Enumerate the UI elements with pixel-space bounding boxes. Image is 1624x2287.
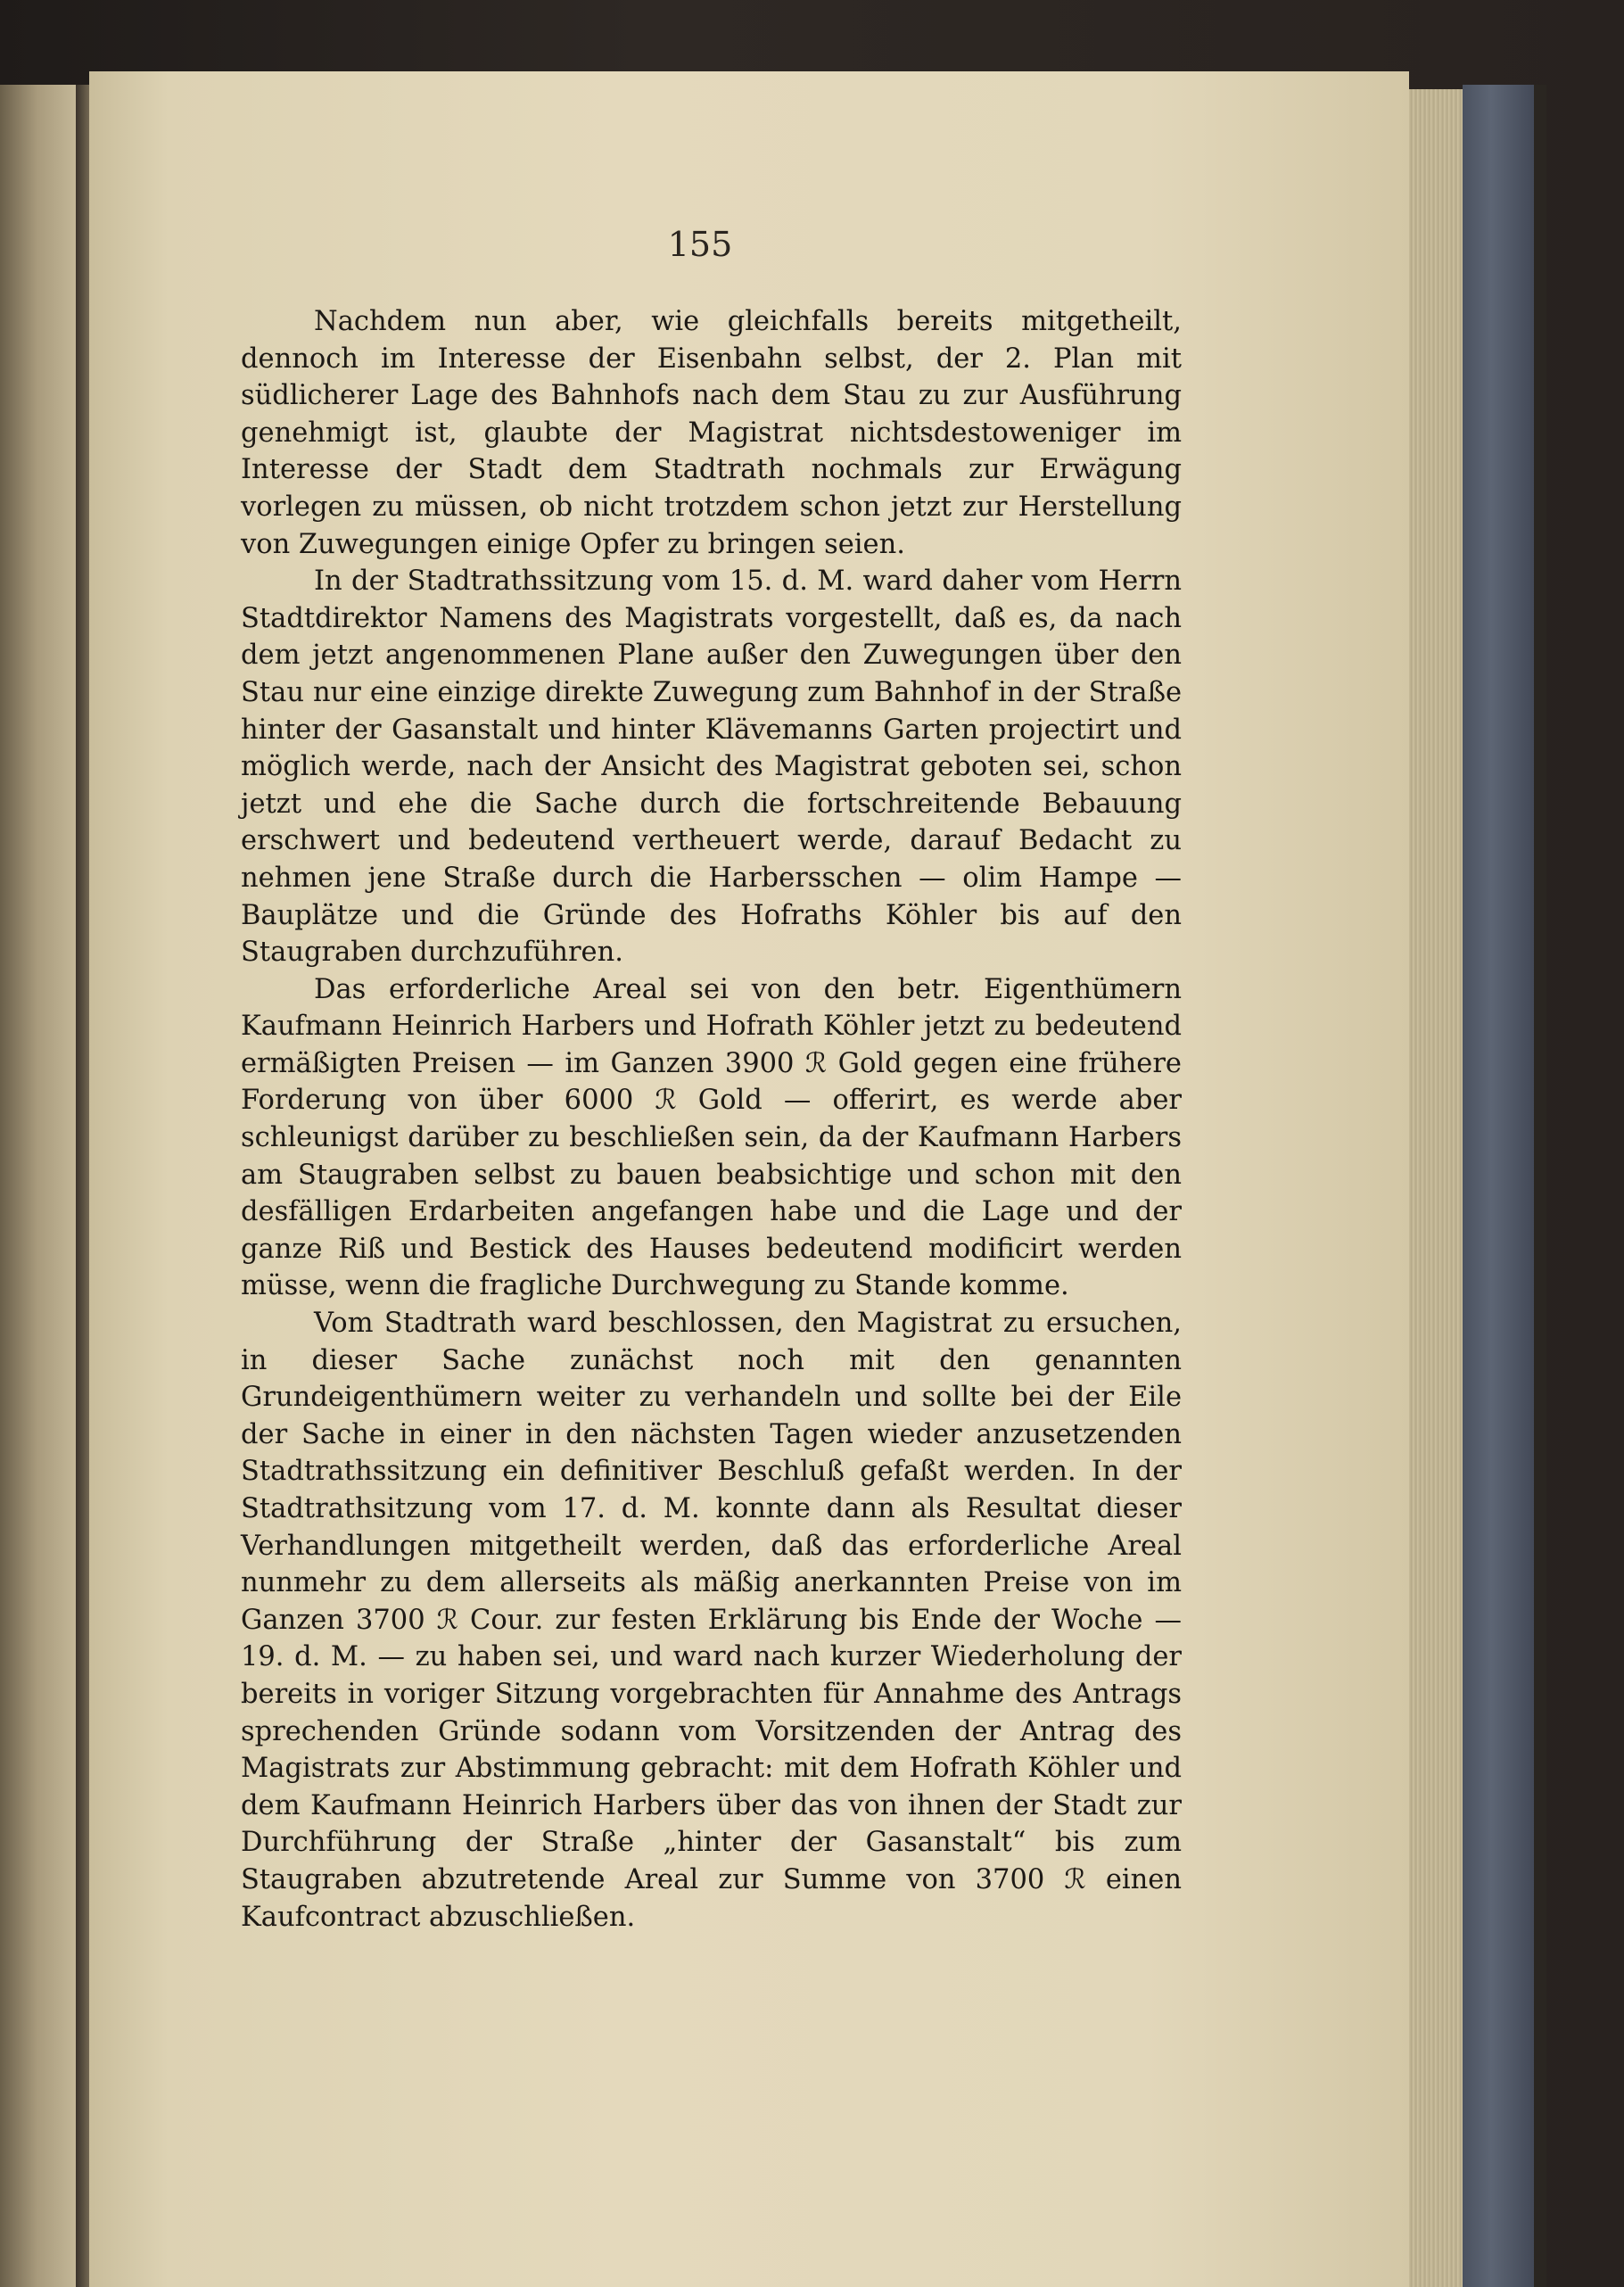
paragraph: Nachdem nun aber, wie gleichfalls bereits mitgetheilt, dennoch im Interesse der Eisenbahn selbst, der 2. Plan mit südlicherer Lage des Bahnhofs nach dem Stau zu zur Ausführung genehmigt ist, glaubte der Magistrat nichtsdestoweniger im Interesse der Stadt dem Stadtrath nochmals zur Erwägung vorlegen zu müssen, ob nicht trotzdem schon jetzt zur Herstellung von Zuwegungen einige Opfer zu bringen seien. [241, 306, 1182, 560]
book-cover [1463, 85, 1534, 2287]
cover-edge [1534, 85, 1546, 2287]
page-body [241, 303, 1182, 1936]
facing-page-edge [0, 85, 82, 2287]
page-edges [1409, 89, 1463, 2287]
paragraph: Vom Stadtrath ward beschlossen, den Magistrat zu ersuchen, in dieser Sache zunächst noch mit den genannten Grundeigenthümern weiter zu verhandeln und sollte bei der Eile der Sache in einer in den nächsten Tagen wieder anzusetzenden Stadtrathssitzung ein definitiver Beschluß gefaßt werden. In der Stadtrathsitzung vom 17. d. M. konnte dann als Resultat dieser Verhandlungen mitgetheilt werden, daß das erforderliche Areal nunmehr zu dem allerseits als mäßig anerkannten Preise von im Ganzen 3700 ℛ Cour. zur festen Erklärung bis Ende der Woche — 19. d. M. — zu haben sei, und ward nach kurzer Wiederholung der bereits in voriger Sitzung vorgebrachten für Annahme des Antrags sprechenden Gründe sodann vom Vorsitzenden der Antrag des Magistrats zur Abstimmung gebracht: mit dem Hofrath Köhler und dem Kaufmann Heinrich Harbers über das von ihnen der Stadt zur Durchführung der Straße „hinter der Gasanstalt“ bis zum Staugraben abzutretende Areal zur Summe von 3700 ℛ einen Kaufcontract abzuschließen. [241, 1308, 1182, 1933]
page-number: 155 [667, 225, 733, 264]
paragraph: In der Stadtrathssitzung vom 15. d. M. ward daher vom Herrn Stadtdirektor Namens des Magistrats vorgestellt, daß es, da nach dem jetzt angenommenen Plane außer den Zuwegungen über den Stau nur eine einzige direkte Zuwegung zum Bahnhof in der Straße hinter der Gasanstalt und hinter Klävemanns Garten projectirt und möglich werde, nach der Ansicht des Magistrat geboten sei, schon jetzt und ehe die Sache durch die fortschreitende Bebauung erschwert und bedeutend vertheuert werde, darauf Bedacht zu nehmen jene Straße durch die Harbersschen — olim Hampe — Bauplätze und die Gründe des Hofraths Köhler bis auf den Staugraben durchzuführen. [241, 566, 1182, 969]
paragraph: Das erforderliche Areal sei von den betr. Eigenthümern Kaufmann Heinrich Harbers und Hofrath Köhler jetzt zu bedeutend ermäßigten Preisen — im Ganzen 3900 ℛ Gold gegen eine frühere Forderung von über 6000 ℛ Gold — offerirt, es werde aber schleunigst darüber zu beschließen sein, da der Kaufmann Harbers am Staugraben selbst zu bauen beabsichtige und schon mit den desfälligen Erdarbeiten angefangen habe und die Lage und der ganze Riß und Bestick des Hauses bedeutend modificirt werden müsse, wenn die fragliche Durchwegung zu Stande komme. [241, 973, 1182, 1302]
